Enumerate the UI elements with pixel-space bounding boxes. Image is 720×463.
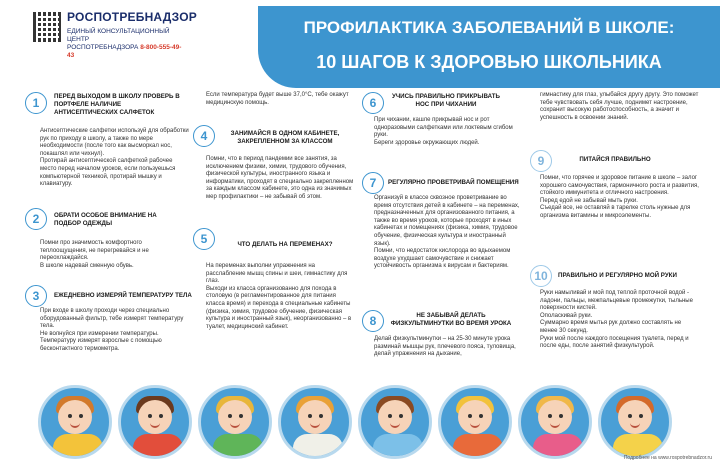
step-8-continuation: гимнастику для глаз, улыбайся другу другу. Это поможет тебе чувствовать себя лучше, поднимет настроение, сохранит высокую работоспособность, а значит и успешность в освоении знаний. xyxy=(540,92,699,121)
step-1-number: 1 xyxy=(25,92,47,114)
step-5-body: На переменах выполни упражнения на расслабление мышц спины и шеи, гимнастику для глаз. Выходи из класса организованно для похода в столовую (в регламентированное для питания класса время) и перехода в специальные кабинеты (физика, химия, трудовое обучение, физическая культура и иностранный язык), неорганизованно – в туалет, медицинский кабинет. xyxy=(206,263,352,330)
consult-center xyxy=(67,28,187,60)
step-6-number: 6 xyxy=(362,92,384,114)
illustration-thermometer xyxy=(118,385,192,459)
illustration-reading xyxy=(278,385,352,459)
step-1-body: Антисептические салфетки используй для обработки рук по приходу в школу, а также по мере необходимости (после того как высморкал нос, покашлял или чихнул). Протирай антисептической салфеткой рабочее место перед началом уроков, если пользуешься компьютерной техникой, протирай мышку и клавиатуру. xyxy=(40,128,189,188)
step-3-title: ЕЖЕДНЕВНО ИЗМЕРЯЙ ТЕМПЕРАТУРУ ТЕЛА xyxy=(54,292,192,299)
step-3-continuation: Если температура будет выше 37,0°С, тебе окажут медицинскую помощь. xyxy=(206,92,349,106)
center-line2: РОСПОТРЕБНАДЗОРА xyxy=(67,44,139,51)
agency-name: РОСПОТРЕБНАДЗОР xyxy=(67,10,197,24)
title-banner xyxy=(258,6,720,88)
illustration-exercise xyxy=(438,385,512,459)
step-9-number: 9 xyxy=(530,150,552,172)
step-1-title: ПЕРЕД ВЫХОДОМ В ШКОЛУ ПРОВЕРЬ В ПОРТФЕЛЕ НАЛИЧИЕ АНТИСЕПТИЧЕСКИХ САЛФЕТОК xyxy=(54,93,180,116)
step-3-body: При входе в школу проходи через специально оборудованный фильтр, тебе измерят температуру тела. Не волнуйся при измерении температуры. Температуру измерят взрослые с помощью бесконтактного термометра. xyxy=(40,308,184,352)
step-8-body: Делай физкультминутки – на 25-30 минуте урока разминай мышцы рук, плечевого пояса, туловища, делай упражнения на дыхание, xyxy=(374,336,516,358)
step-7-body: Организуй в классе сквозное проветривание во время отсутствия детей в кабинете – на переменах, предназначенных для организованного питания, а также во время уроков, которые проходят в иных кабинетах и помещениях (физика, химия, трудовое обучение, физическая культура и иностранный язык). Помни, что недостаток кислорода во вдыхаемом воздухе ухудшает самочувствие и снижает устойчивость организма к вирусам и бактериям. xyxy=(374,195,520,270)
page-subtitle: 10 ШАГОВ К ЗДОРОВЬЮ ШКОЛЬНИКА xyxy=(316,52,662,72)
step-4-body: Помни, что в период пандемии все занятия, за исключением физики, химии, трудового обучения, физической культуры, иностранного языка и информатики, проходят в специально закрепленном за каждым классом кабинете, это одна из значимых мер профилактики – не забывай об этом. xyxy=(206,156,354,200)
step-3-number: 3 xyxy=(25,285,47,307)
step-9-title: ПИТАЙСЯ ПРАВИЛЬНО xyxy=(579,156,651,163)
illustration-classroom xyxy=(198,385,272,459)
step-5-number: 5 xyxy=(193,228,215,250)
step-4-number: 4 xyxy=(193,125,215,147)
illustration-sneezing xyxy=(358,385,432,459)
agency-block xyxy=(33,10,197,59)
step-8-number: 8 xyxy=(362,310,384,332)
hotline-phone: 8-800-555-49-43 xyxy=(67,44,182,59)
step-10-number: 10 xyxy=(530,265,552,287)
center-line1: ЕДИНЫЙ КОНСУЛЬТАЦИОННЫЙ ЦЕНТР xyxy=(67,28,170,43)
step-6-title: УЧИСЬ ПРАВИЛЬНО ПРИКРЫВАТЬ НОС ПРИ ЧИХАНИИ xyxy=(391,93,500,108)
page-title: ПРОФИЛАКТИКА ЗАБОЛЕВАНИЙ В ШКОЛЕ: xyxy=(303,18,675,37)
step-2-number: 2 xyxy=(25,208,47,230)
step-8-title: НЕ ЗАБЫВАЙ ДЕЛАТЬ ФИЗКУЛЬТМИНУТКИ ВО ВРЕМЯ УРОКА xyxy=(390,312,512,327)
step-7-title: РЕГУЛЯРНО ПРОВЕТРИВАЙ ПОМЕЩЕНИЯ xyxy=(388,179,519,186)
step-10-title: ПРАВИЛЬНО И РЕГУЛЯРНО МОЙ РУКИ xyxy=(558,272,677,279)
step-9-body: Помни, что горячее и здоровое питание в школе – залог хорошего самочувствия, гармоничного роста и развития, стойкого иммунитета и отличного настроения. Перед едой не забывай мыть руки. Съедай все, не оставляй в тарелке столь нужные для организма витамины и микроэлементы. xyxy=(540,175,699,219)
footer-note: Подробнее на www.rospotrebnadzor.ru xyxy=(623,455,712,461)
illustration-eating xyxy=(518,385,592,459)
step-2-title: ОБРАТИ ОСОБОЕ ВНИМАНИЕ НА ПОДБОР ОДЕЖДЫ xyxy=(54,212,157,227)
qr-code-icon xyxy=(33,12,63,42)
step-6-body: При чихании, кашле прикрывай нос и рот одноразовыми салфетками или локтевым сгибом руки. Береги здоровье окружающих людей. xyxy=(374,117,513,146)
illustration-handwashing xyxy=(598,385,672,459)
step-5-title: ЧТО ДЕЛАТЬ НА ПЕРЕМЕНАХ? xyxy=(237,241,333,248)
step-2-body: Помни про значимость комфортного теплоощущения, не перегревайся и не переохлаждайся. В школе надевай сменную обувь. xyxy=(40,240,149,269)
step-10-body: Руки намыливай и мой под теплой проточной водой - ладони, пальцы, межпальцевые промежутки, тыльные поверхности кистей. Ополаскивай руки. Суммарно время мытья рук должно составлять не менее 30 секунд. Руки мой после каждого посещения туалета, перед и после еды, после занятий физкультурой. xyxy=(540,290,693,350)
step-4-title: ЗАНИМАЙСЯ В ОДНОМ КАБИНЕТЕ, ЗАКРЕПЛЕННОМ ЗА КЛАССОМ xyxy=(230,130,340,145)
illustration-sanitizer xyxy=(38,385,112,459)
step-7-number: 7 xyxy=(362,172,384,194)
